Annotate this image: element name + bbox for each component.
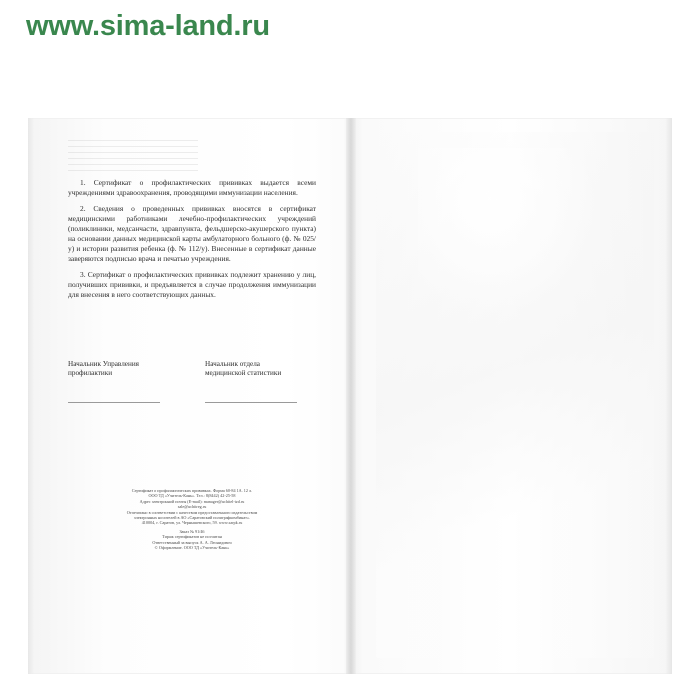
imprint-line: Сертификат о профилактических прививках. Форма 60-84 1А. 12 л. [131, 488, 253, 493]
left-page [28, 118, 346, 674]
imprint-line: электронных носителей в АО «Саратовский полиграфкомбинат». [133, 515, 251, 521]
imprint-line: Адрес электронной почты (E-mail): manager@uchitel-izd.ru [139, 498, 245, 504]
instruction-paragraph-3: 3. Сертификат о профилактических прививках подлежит хранению у лиц, получивших прививки, и предъявляется в случае продолжения иммунизации для внесения в него соответствующих данных. [68, 269, 316, 299]
book-spine-fold [346, 118, 356, 674]
right-page-blank [356, 118, 672, 674]
imprint-line: © Оформление. ООО ТД «Учитель-Кань» [154, 545, 230, 551]
signature-column-right [205, 360, 320, 403]
watermark-sima-land: www.sima-land.ru [26, 10, 270, 42]
faint-ruled-lines [68, 140, 198, 174]
imprint-line: Тираж сертификатов не посчитан [162, 534, 222, 540]
signature-line [68, 401, 160, 403]
signatory-title-line-1: Начальник отдела [205, 360, 260, 368]
paper-sheen-highlight-secondary [418, 148, 598, 318]
imprint-line: Ответственный за выпуск А. А. Леонидович [152, 539, 232, 545]
signature-block [68, 360, 320, 403]
instruction-paragraph-1: 1. Сертификат о профилактических прививках выдается всеми учреждениями здравоохранения, проводящими иммунизации населения. [68, 178, 316, 198]
imprint-colophon [68, 488, 316, 550]
imprint-line: 410004, г. Саратов, ул. Чернышевского, 59. www.sarpk.ru [141, 520, 243, 526]
imprint-line: ООО ТД «Учитель-Кань». Тел.: 8(8442) 42-25-58 [148, 493, 236, 499]
imprint-line: Отпечатано в соответствии с качеством предоставленного издательством [126, 509, 258, 515]
signatory-title-line-2: медицинской статистики [205, 369, 282, 378]
instruction-paragraph-2: 2. Сведения о проведенных прививках вносятся в сертификат медицинскими работниками лечебно-профилактических учреждений (поликлиники, медсанчасти, здравпункта, фельдшерско-акушерского пункта) на основании данных медицинской карты амбулаторного больного (ф. № 025/у) и истории развития ребенка (ф. № 112/у). Внесенные в сертификат данные заверяются подписью врача и печатью учреждения. [68, 203, 316, 264]
signatory-title-line-2: профилактики [68, 369, 113, 378]
imprint-line: Заказ № 91/46 [179, 528, 205, 534]
document-scan [28, 118, 672, 674]
signature-line [205, 401, 297, 403]
signatory-title-line-1: Начальник Управления [68, 360, 139, 368]
signature-column-left [68, 360, 183, 403]
imprint-line: sale@uchitreg.ru [177, 504, 207, 510]
instructions-text-block [68, 178, 316, 306]
